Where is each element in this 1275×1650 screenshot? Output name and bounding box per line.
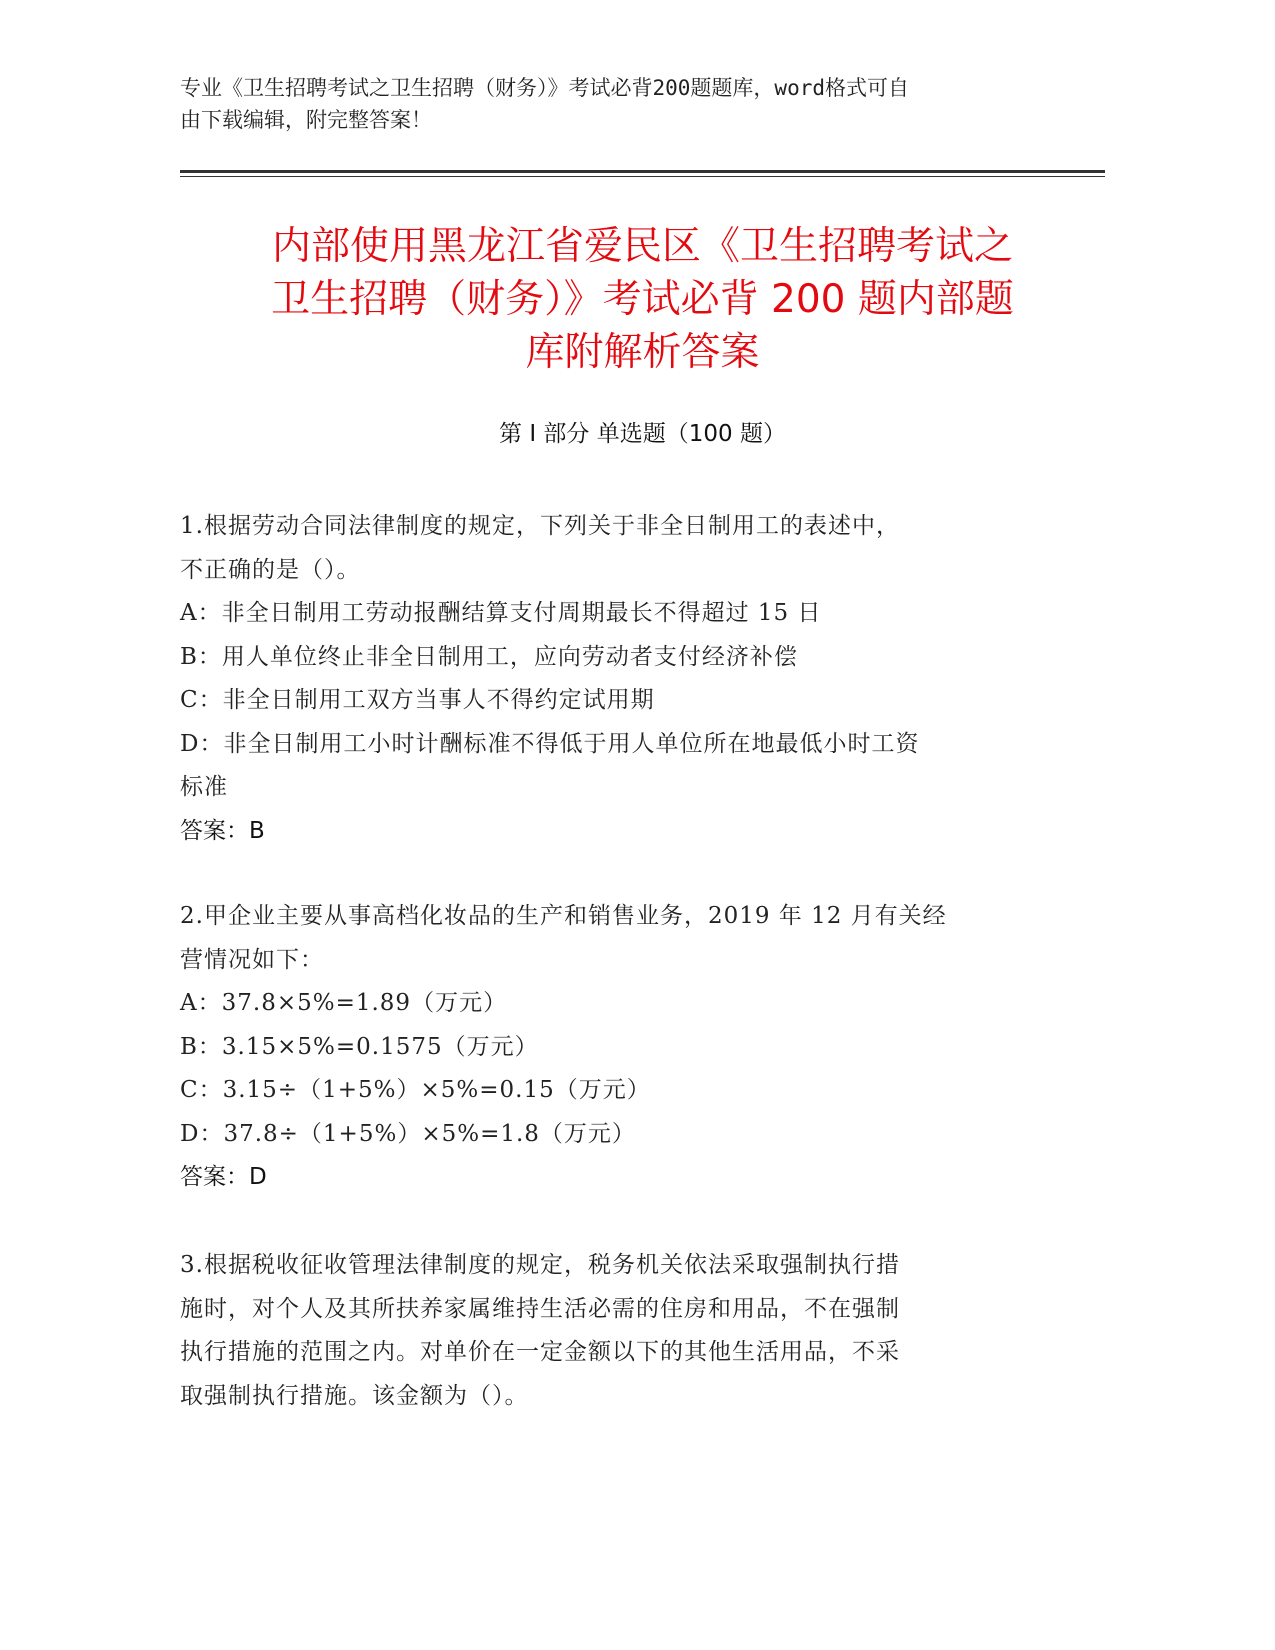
title-line: 卫生招聘（财务）》考试必背 200 题内部题 [271,277,1014,322]
option-d-continued: 标准 [180,774,228,800]
option-a: A：37.8×5%=1.89（万元） [180,990,508,1016]
question-stem: 不正确的是（）。 [180,556,361,583]
option-b: B：3.15×5%=0.1575（万元） [180,1033,539,1060]
header-divider-thick [180,170,1105,173]
question-stem: 3.根据税收征收管理法律制度的规定，税务机关依法采取强制执行措 [180,1252,900,1278]
question-2 [180,895,1050,1200]
option-a: A：非全日制用工劳动报酬结算支付周期最长不得超过 15 日 [180,600,822,626]
question-3 [180,1244,1050,1418]
header-divider-thin [180,176,1105,177]
header-note-line: 专业《卫生招聘考试之卫生招聘（财务）》考试必背200题题库，word格式可自 [180,76,909,100]
question-stem: 执行措施的范围之内。对单价在一定金额以下的其他生活用品，不采 [180,1339,900,1365]
title-line: 内部使用黑龙江省爱民区《卫生招聘考试之 [271,224,1013,269]
document-title [180,220,1105,379]
option-d: D：非全日制用工小时计酬标准不得低于用人单位所在地最低小时工资 [180,730,920,757]
option-c: C：3.15÷（1+5%）×5%=0.15（万元） [180,1077,651,1103]
title-line: 库附解析答案 [525,330,760,375]
section-heading: 第 I 部分 单选题（100 题） [499,421,786,447]
question-stem: 1.根据劳动合同法律制度的规定，下列关于非全日制用工的表述中， [180,513,900,539]
answer: 答案：D [180,1164,267,1190]
question-stem: 取强制执行措施。该金额为（）。 [180,1382,529,1409]
option-b: B：用人单位终止非全日制用工，应向劳动者支付经济补偿 [180,643,798,670]
question-1 [180,505,1050,853]
answer: 答案：B [180,817,265,844]
header-note-line: 由下载编辑，附完整答案！ [180,108,432,132]
question-stem: 营情况如下： [180,946,324,973]
question-stem: 2.甲企业主要从事高档化妆品的生产和销售业务，2019 年 12 月有关经 [180,903,947,929]
header-note [180,72,1060,136]
option-c: C：非全日制用工双方当事人不得约定试用期 [180,687,655,713]
question-stem: 施时，对个人及其所扶养家属维持生活必需的住房和用品，不在强制 [180,1295,900,1322]
option-d: D：37.8÷（1+5%）×5%=1.8（万元） [180,1120,636,1147]
